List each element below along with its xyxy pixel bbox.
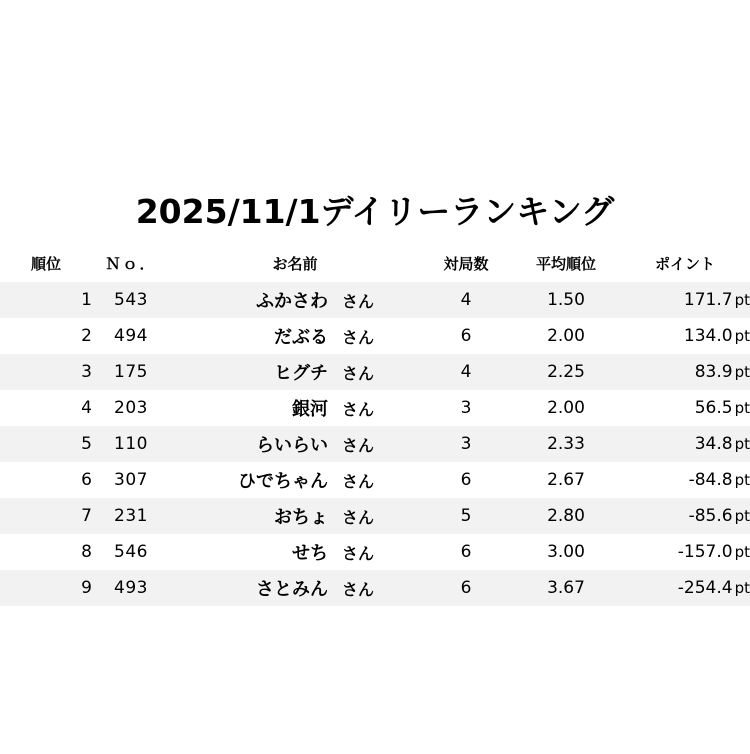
points-value: 56.5 (694, 398, 733, 418)
cell-average: 2.00 (512, 318, 620, 354)
player-honorific: さん (342, 471, 375, 491)
points-unit: pt (734, 363, 750, 381)
table-row (0, 354, 750, 390)
cell-games: 6 (420, 570, 512, 606)
table-row (0, 462, 750, 498)
player-name: 銀河 (292, 399, 328, 420)
cell-average: 3.67 (512, 570, 620, 606)
player-honorific: さん (342, 579, 375, 599)
player-honorific: さん (342, 435, 375, 455)
cell-name (170, 534, 420, 570)
cell-name (170, 426, 420, 462)
cell-average: 3.00 (512, 534, 620, 570)
cell-points (620, 426, 750, 462)
points-value: -85.6 (688, 506, 733, 526)
cell-rank: 7 (0, 498, 92, 534)
cell-games: 6 (420, 318, 512, 354)
points-value: -254.4 (677, 578, 733, 598)
cell-rank: 9 (0, 570, 92, 606)
table-row (0, 426, 750, 462)
cell-points (620, 354, 750, 390)
column-header-average: 平均順位 (512, 247, 620, 282)
points-value: 34.8 (694, 434, 733, 454)
cell-rank: 2 (0, 318, 92, 354)
cell-rank: 8 (0, 534, 92, 570)
player-name: ひでちゃん (238, 471, 328, 492)
points-unit: pt (734, 327, 750, 345)
cell-name (170, 318, 420, 354)
player-name: ふかさわ (256, 291, 328, 312)
points-unit: pt (734, 435, 750, 453)
cell-no: 543 (92, 282, 170, 318)
table-row (0, 534, 750, 570)
cell-no: 494 (92, 318, 170, 354)
player-name: せち (292, 543, 328, 564)
points-unit: pt (734, 291, 750, 309)
page-title: 2025/11/1デイリーランキング (135, 192, 615, 231)
player-name: らいらい (256, 435, 328, 456)
cell-name (170, 390, 420, 426)
cell-games: 4 (420, 354, 512, 390)
cell-points (620, 570, 750, 606)
cell-no: 546 (92, 534, 170, 570)
player-honorific: さん (342, 543, 375, 563)
cell-average: 2.25 (512, 354, 620, 390)
table-header (0, 247, 750, 282)
points-value: -157.0 (677, 542, 733, 562)
cell-no: 203 (92, 390, 170, 426)
table-row (0, 570, 750, 606)
table-row (0, 318, 750, 354)
cell-rank: 1 (0, 282, 92, 318)
cell-points (620, 318, 750, 354)
cell-no: 231 (92, 498, 170, 534)
table-row (0, 498, 750, 534)
table-row (0, 390, 750, 426)
cell-average: 2.80 (512, 498, 620, 534)
cell-no: 493 (92, 570, 170, 606)
cell-average: 2.00 (512, 390, 620, 426)
column-header-rank: 順位 (0, 247, 92, 282)
player-honorific: さん (342, 363, 375, 383)
cell-name (170, 462, 420, 498)
points-value: 83.9 (694, 362, 733, 382)
column-header-points: ポイント (620, 247, 750, 282)
cell-average: 2.33 (512, 426, 620, 462)
cell-games: 5 (420, 498, 512, 534)
ranking-table (0, 247, 750, 606)
table-body (0, 282, 750, 606)
cell-rank: 6 (0, 462, 92, 498)
points-unit: pt (734, 471, 750, 489)
cell-points (620, 534, 750, 570)
cell-games: 3 (420, 390, 512, 426)
cell-name (170, 282, 420, 318)
ranking-card (0, 168, 750, 606)
cell-games: 3 (420, 426, 512, 462)
player-name: ヒグチ (274, 363, 328, 384)
points-value: 134.0 (683, 326, 733, 346)
cell-points (620, 462, 750, 498)
points-value: -84.8 (688, 470, 733, 490)
player-name: さとみん (256, 579, 328, 600)
player-honorific: さん (342, 507, 375, 527)
cell-name (170, 498, 420, 534)
table-row (0, 282, 750, 318)
header-row (0, 247, 750, 282)
cell-no: 175 (92, 354, 170, 390)
cell-no: 110 (92, 426, 170, 462)
cell-games: 4 (420, 282, 512, 318)
cell-points (620, 498, 750, 534)
cell-rank: 4 (0, 390, 92, 426)
column-header-name: お名前 (170, 247, 420, 282)
points-unit: pt (734, 507, 750, 525)
points-unit: pt (734, 543, 750, 561)
cell-games: 6 (420, 462, 512, 498)
cell-name (170, 354, 420, 390)
cell-points (620, 282, 750, 318)
cell-rank: 3 (0, 354, 92, 390)
cell-points (620, 390, 750, 426)
cell-games: 6 (420, 534, 512, 570)
player-honorific: さん (342, 399, 375, 419)
cell-no: 307 (92, 462, 170, 498)
cell-rank: 5 (0, 426, 92, 462)
player-honorific: さん (342, 291, 375, 311)
player-honorific: さん (342, 327, 375, 347)
column-header-no: Ｎｏ． (92, 247, 170, 282)
player-name: だぶる (274, 327, 328, 348)
points-unit: pt (734, 579, 750, 597)
cell-average: 1.50 (512, 282, 620, 318)
points-unit: pt (734, 399, 750, 417)
column-header-games: 対局数 (420, 247, 512, 282)
cell-name (170, 570, 420, 606)
player-name: おちょ (274, 507, 328, 528)
points-value: 171.7 (683, 290, 733, 310)
cell-average: 2.67 (512, 462, 620, 498)
